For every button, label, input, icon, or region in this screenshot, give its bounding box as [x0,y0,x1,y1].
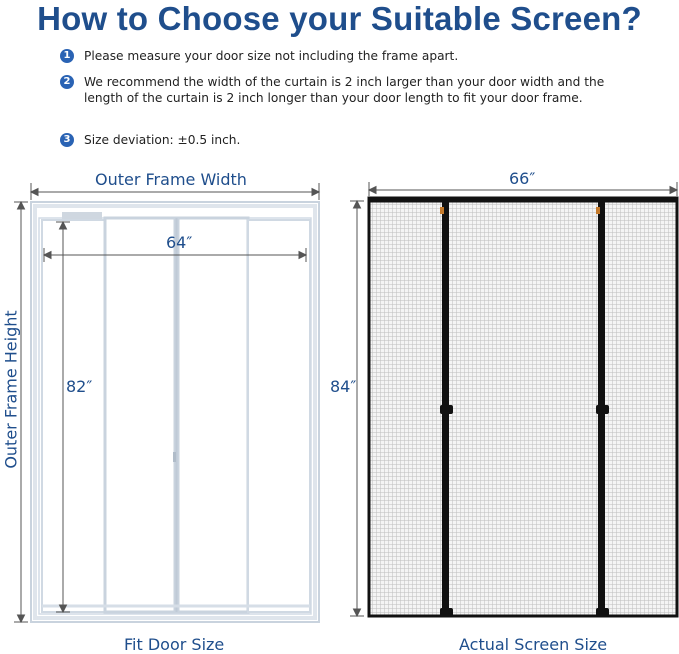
step-number-badge: 1 [60,49,74,63]
page-title: How to Choose your Suitable Screen? [37,0,642,37]
outer-frame-height-label: Outer Frame Height [1,310,21,469]
outer-frame-width-label: Outer Frame Width [95,170,247,189]
door-height-value: 82″ [66,377,93,396]
step-text: We recommend the width of the curtain is 2 inch larger than your door width and the length of the curtain is 2 inch longer than your door length to fit your door frame. [84,75,605,105]
screen-width-value: 66″ [509,169,536,188]
step-number-badge: 2 [60,75,74,89]
actual-screen-size-caption: Actual Screen Size [459,635,608,654]
screen-height-arrow [350,201,364,616]
magnetic-screen-illustration [369,198,677,617]
sliding-door-illustration [31,202,319,622]
step-number-badge: 3 [60,133,74,147]
step-text: Please measure your door size not including the frame apart. [84,49,459,63]
fit-door-size-caption: Fit Door Size [124,635,225,654]
step-text: Size deviation: ±0.5 inch. [84,133,241,147]
screen-height-value: 84″ [330,377,357,396]
door-width-value: 64″ [166,233,193,252]
